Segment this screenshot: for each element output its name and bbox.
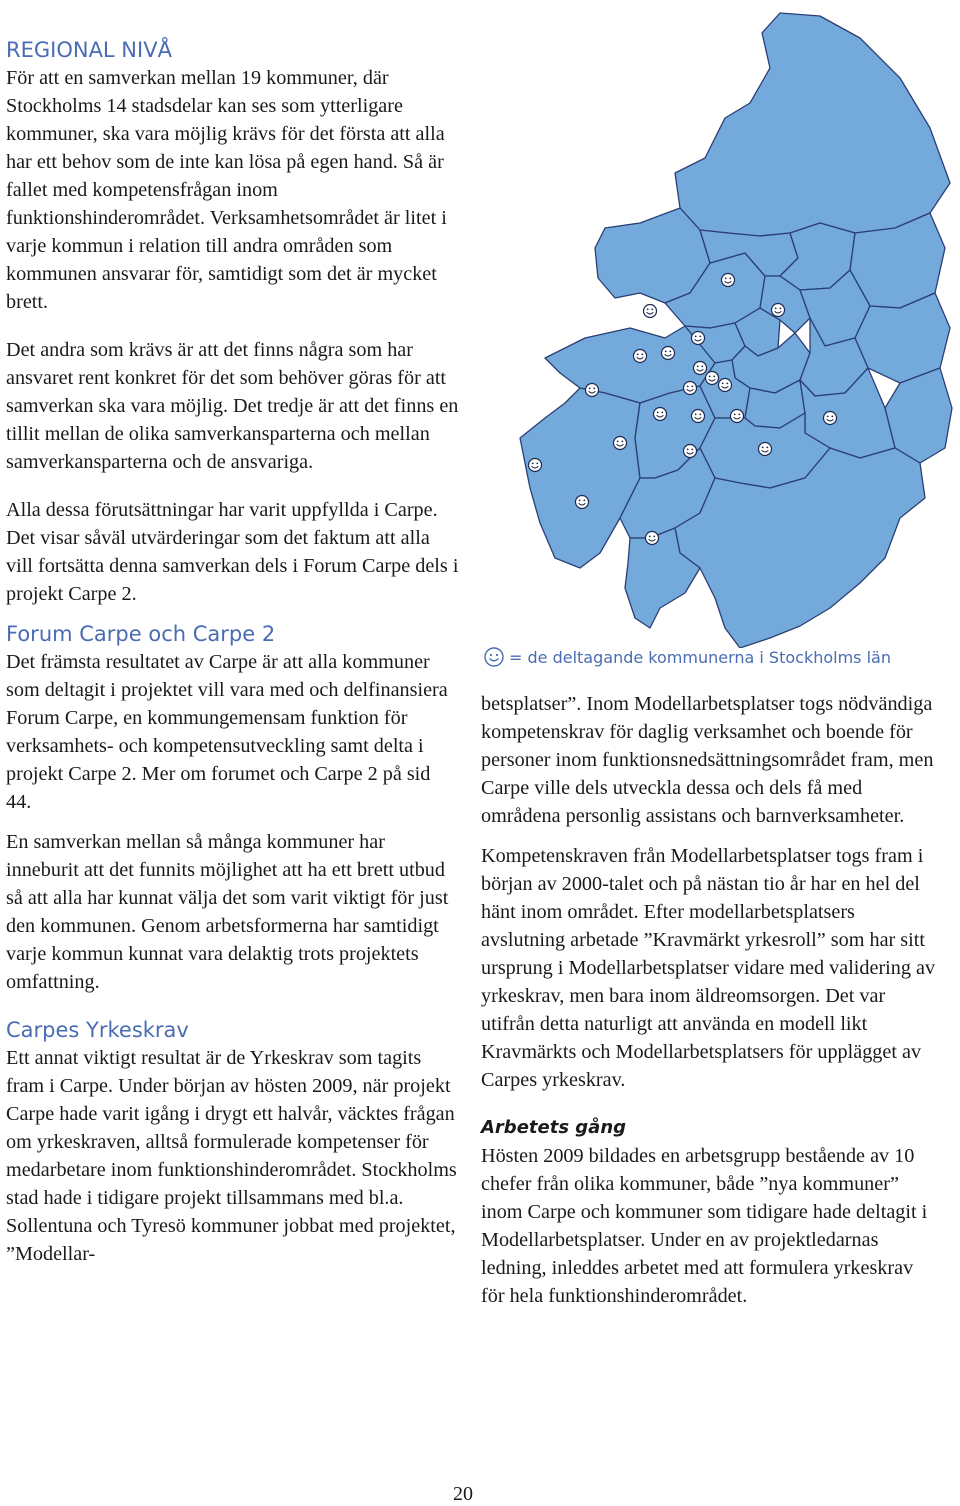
smiley-icon xyxy=(692,410,705,423)
stockholm-county-map xyxy=(500,8,955,648)
section-heading-forum-carpe: Forum Carpe och Carpe 2 xyxy=(6,622,276,646)
subheading-arbetets-gang: Arbetets gång xyxy=(481,1117,627,1138)
smiley-icon xyxy=(529,459,542,472)
municipality-region xyxy=(675,13,950,236)
section-heading-yrkeskrav: Carpes Yrkeskrav xyxy=(6,1018,189,1042)
section-heading-regional: REGIONAL NIVÅ xyxy=(6,38,172,62)
paragraph: Hösten 2009 bildades en arbetsgrupp bestående av 10 chefer från olika kommuner, både ”nya kommuner” inom Carpe och kommuner som tidigare hade deltagit i Modellarbetsplatser. Under en av projektledarnas ledning, inleddes arbetet med att formulera yrkeskrav för hela funktionshinderområdet. xyxy=(481,1145,928,1307)
smiley-icon xyxy=(654,408,667,421)
smiley-icon xyxy=(694,362,707,375)
smiley-icon xyxy=(759,443,772,456)
smiley-icon xyxy=(644,305,657,318)
smiley-icon xyxy=(634,350,647,363)
smiley-icon xyxy=(662,347,675,360)
smiley-icon xyxy=(614,437,627,450)
paragraph: Ett annat viktigt resultat är de Yrkeskrav som tagits fram i Carpe. Under början av hösten 2009, när projekt Carpe hade varit igång i drygt ett halvår, väcktes frågan om yrkeskraven, alltså formulerade kompetenser för medarbetare inom funktionshinderområdet. Stockholms stad hade i tidigare projekt tillsammans med bl.a. Sollentuna och Tyresö kommuner jobbat med projektet, ”Modellar- xyxy=(6,1047,457,1265)
smiley-icon xyxy=(706,372,719,385)
paragraph: Kompetenskraven från Modellarbetsplatser togs fram i början av 2000-talet och på nästan tio år har en hel del hänt inom området. Efter modellarbetsplatsers avslutning arbetade ”Kravmärkt yrkesroll” som har sitt ursprung i Modellarbetsplatser vidare med validering av yrkeskrav, men bara inom äldreomsorgen. Det var utifrån detta naturligt att använda en modell likt Kravmärkts och Modellarbetsplatsers för upplägget av Carpes yrkeskrav. xyxy=(481,845,936,1091)
smiley-icon xyxy=(684,445,697,458)
smiley-icon xyxy=(719,379,732,392)
paragraph: Det främsta resultatet av Carpe är att alla kommuner som deltagit i projektet vill vara med och delfinansiera Forum Carpe, en kommungemensam funktion för verksamhets- och kompetensutveckling samt delta i projekt Carpe 2. Mer om forumet och Carpe 2 på sid 44. xyxy=(6,651,448,813)
left-column xyxy=(6,36,460,1268)
smiley-icon xyxy=(684,382,697,395)
smiley-icon xyxy=(692,332,705,345)
paragraph: En samverkan mellan så många kommuner har inneburit att det funnits möjlighet att ha ett brett utbud så att alla har kunnat välja det som varit viktigt för just den kommunen. Genom arbetsformerna har samtidigt varje kommun kunnat vara delaktig trots projektets omfattning. xyxy=(6,831,449,993)
smiley-icon xyxy=(483,646,505,668)
smiley-icon xyxy=(722,274,735,287)
paragraph: För att en samverkan mellan 19 kommuner, där Stockholms 14 stadsdelar kan ses som ytterligare kommuner, ska vara möjlig krävs för det första att alla har ett behov som de inte kan lösa på egen hand. Så är fallet med kompetensfrågan inom funktionshinderområdet. Verksamhetsområdet är litet i varje kommun i relation till andra områden som kommunen ansvarar för, samtidigt som det är mycket brett. xyxy=(6,67,447,313)
smiley-icon xyxy=(731,410,744,423)
smiley-icon xyxy=(646,532,659,545)
map-legend xyxy=(483,646,891,668)
smiley-icon xyxy=(772,304,785,317)
smiley-icon xyxy=(586,384,599,397)
smiley-icon xyxy=(576,496,589,509)
municipality-region xyxy=(520,388,640,568)
paragraph: Det andra som krävs är att det finns några som har ansvaret rent konkret för det som behöver göras för att samverkan ska vara möjlig. Det tredje är att det finns en tillit mellan de olika samverkansparterna och mellan samverkansparterna och de ansvariga. xyxy=(6,339,459,473)
page-number: 20 xyxy=(453,1483,473,1505)
smiley-icon xyxy=(824,412,837,425)
municipality-regions xyxy=(520,13,952,648)
paragraph: betsplatser”. Inom Modellarbetsplatser togs nödvändiga kompetenskrav för daglig verksamhet och boende för personer inom funktionsnedsättningsområdet fram, men Carpe ville dels utveckla dessa och dels få med områdena personlig assistans och barnverksamheter. xyxy=(481,693,934,827)
right-column xyxy=(481,690,941,1310)
paragraph: Alla dessa förutsättningar har varit uppfyllda i Carpe. Det visar såväl utvärderingar som det faktum att alla vill fortsätta denna samverkan dels i Forum Carpe dels i projekt Carpe 2. xyxy=(6,499,459,605)
legend-label: = de deltagande kommunerna i Stockholms län xyxy=(509,647,891,667)
